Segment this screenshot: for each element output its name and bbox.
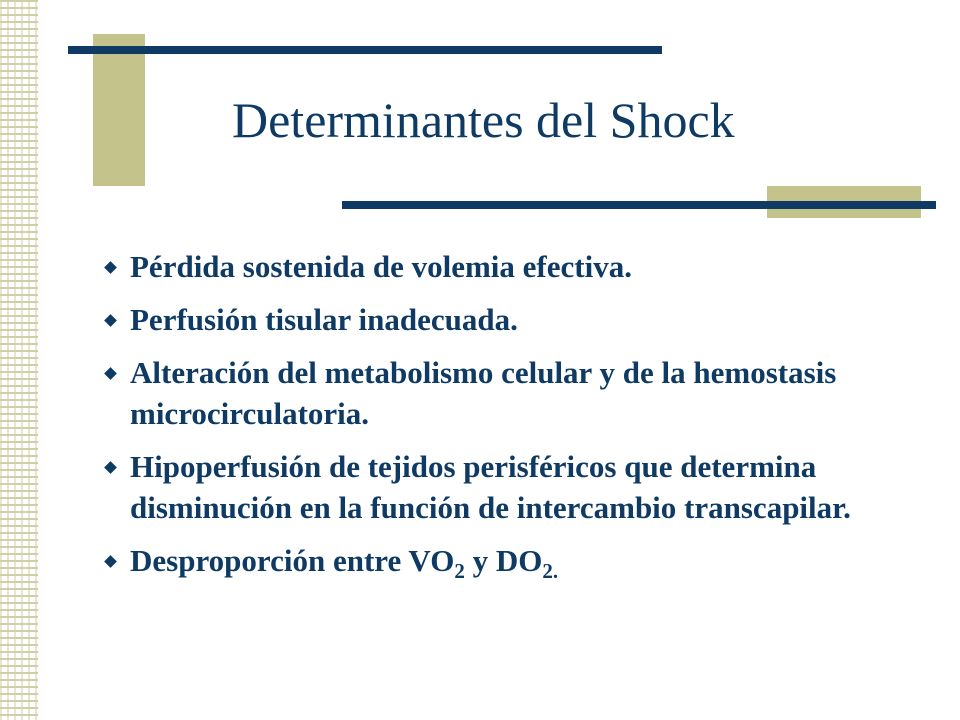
bullet-item (100, 246, 920, 287)
bullet-item (100, 299, 920, 340)
bullet-text-part: Desproporción entre VO (130, 543, 455, 578)
bullet-item (100, 446, 920, 528)
bullet-text: Alteración del metabolismo celular y de la hemostasis microcirculatoria. (130, 355, 837, 431)
bullet-list (100, 246, 920, 593)
bullet-item (100, 352, 920, 434)
diamond-bullet-icon (104, 555, 117, 568)
subscript-do2: 2. (542, 559, 559, 583)
bullet-text: Perfusión tisular inadecuada. (130, 302, 518, 337)
diamond-bullet-icon (104, 461, 117, 474)
decor-navy-bar-bottom (342, 201, 936, 209)
bullet-item (100, 540, 920, 581)
decor-olive-block-top (93, 34, 145, 186)
diamond-bullet-icon (104, 367, 117, 380)
decor-navy-bar-top (68, 46, 662, 54)
diamond-bullet-icon (104, 314, 117, 327)
left-stripe-decoration (0, 0, 38, 720)
bullet-text: Pérdida sostenida de volemia efectiva. (130, 249, 632, 284)
bullet-text-part: y DO (464, 543, 543, 578)
diamond-bullet-icon (104, 261, 117, 274)
subscript-vo2: 2 (454, 559, 465, 583)
slide-title: Determinantes del Shock (232, 92, 735, 148)
bullet-text: Hipoperfusión de tejidos perisféricos que determina disminución en la función de intercambio transcapilar. (130, 449, 851, 525)
